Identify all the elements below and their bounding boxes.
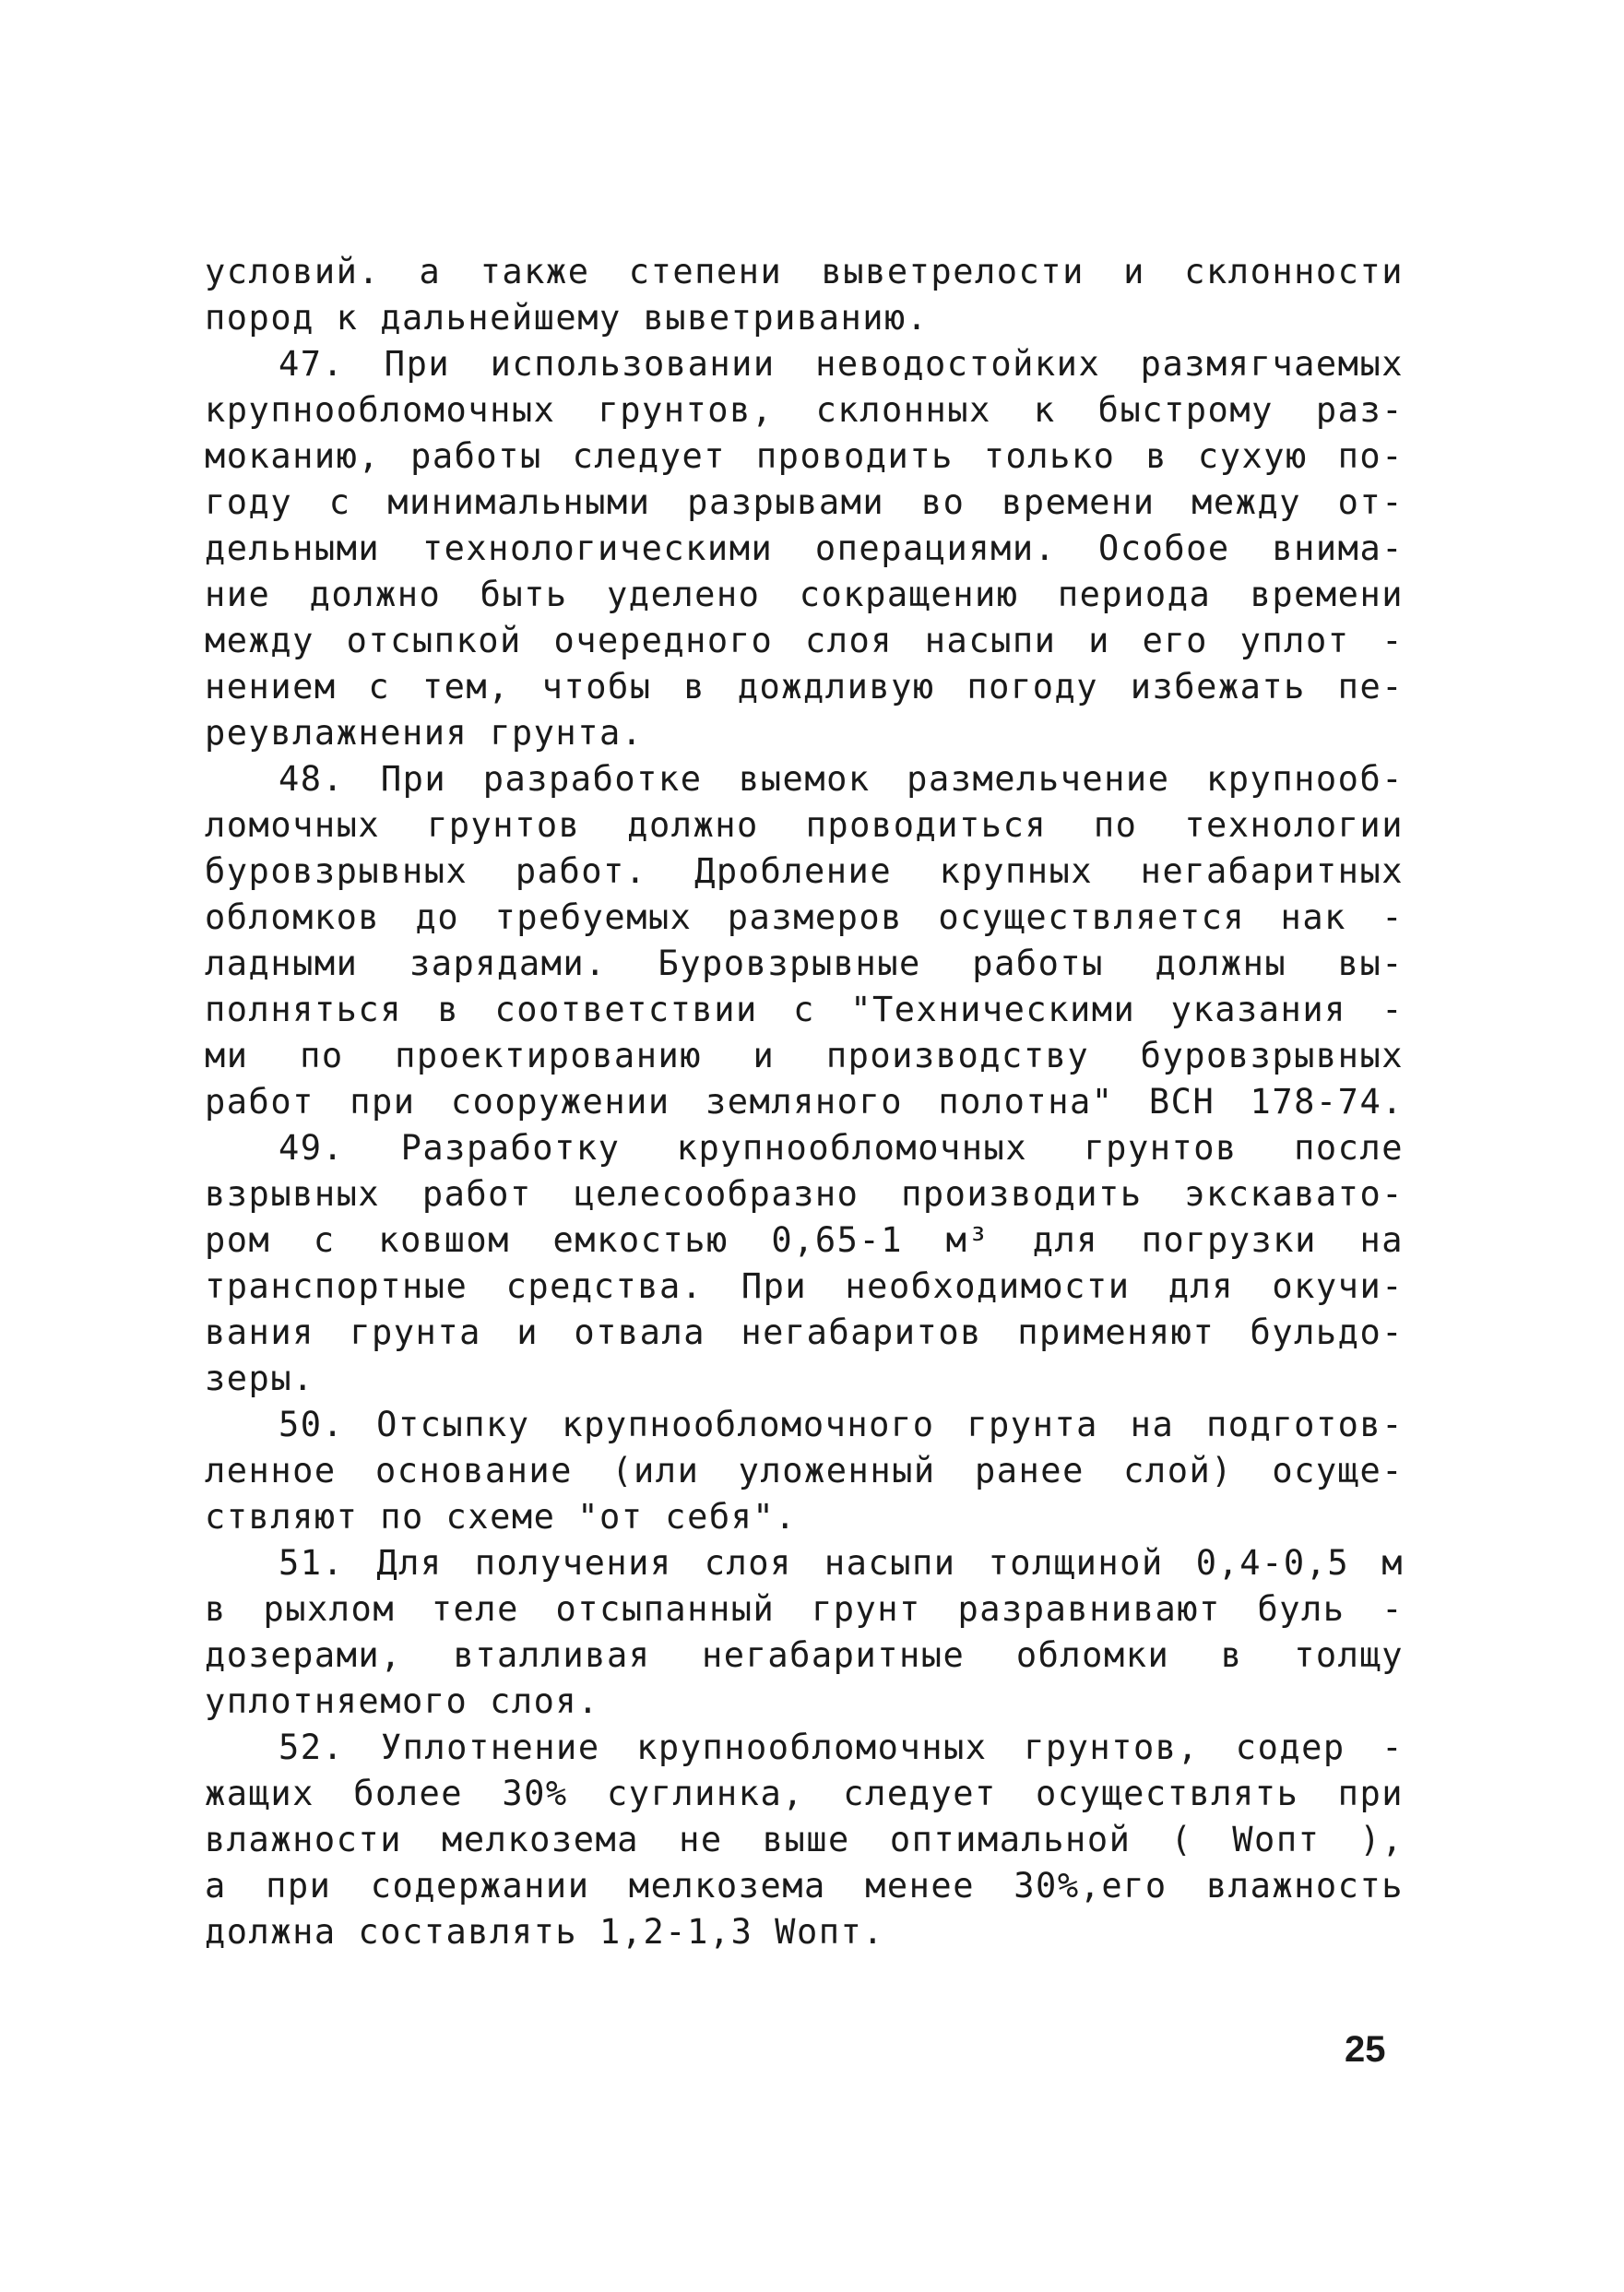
text-line: в рыхлом теле отсыпанный грунт разравнивают буль - [205, 1589, 1404, 1629]
text-line: уплотняемого слоя. [205, 1681, 599, 1721]
text-line: нением с тем, чтобы в дождливую погоду избежать пе- [205, 667, 1404, 707]
text-line: 51. Для получения слоя насыпи толщиной 0,4-0,5 м [279, 1543, 1404, 1583]
text-line: условий. а также степени выветрелости и склонности [205, 252, 1404, 291]
text-line: 48. При разработке выемок размельчение крупнооб- [279, 759, 1404, 799]
text-line: крупнообломочных грунтов, склонных к быстрому раз- [205, 390, 1404, 430]
text-line: а при содержании мелкозема менее 30%,его влажность [205, 1866, 1404, 1906]
text-line: 50. Отсыпку крупнообломочного грунта на подготов- [279, 1405, 1404, 1444]
text-line: вания грунта и отвала негабаритов применяют бульдо- [205, 1312, 1404, 1352]
text-line: ствляют по схеме "от себя". [205, 1497, 797, 1537]
body-text [205, 249, 1404, 1955]
text-line: ми по проектированию и производству буровзрывных [205, 1036, 1404, 1075]
text-line: транспортные средства. При необходимости для окучи- [205, 1266, 1404, 1306]
text-line: ние должно быть уделено сокращению периода времени [205, 575, 1404, 614]
text-line: дельными технологическими операциями. Особое внима- [205, 528, 1404, 568]
text-line: зеры. [205, 1359, 314, 1398]
text-line: ленное основание (или уложенный ранее слой) осуще- [205, 1451, 1404, 1490]
text-line: 47. При использовании неводостойких размягчаемых [279, 344, 1404, 384]
text-line: полняться в соответствии с "Техническими указания - [205, 990, 1404, 1029]
text-line: реувлажнения грунта. [205, 713, 644, 753]
text-line: 52. Уплотнение крупнообломочных грунтов, содер - [279, 1728, 1404, 1767]
text-line: году с минимальными разрывами во времени между от- [205, 482, 1404, 522]
text-line: дозерами, вталливая негабаритные обломки в толщу [205, 1635, 1404, 1675]
page-number: 25 [1345, 2029, 1386, 2070]
text-line: работ при сооружении земляного полотна" ВСН 178-74. [205, 1082, 1404, 1122]
text-line: между отсыпкой очередного слоя насыпи и его уплот - [205, 621, 1404, 660]
text-line: ром с ковшом емкостью 0,65-1 м³ для погрузки на [205, 1220, 1404, 1260]
text-line: жащих более 30% суглинка, следует осуществлять при [205, 1774, 1404, 1813]
text-line: должна составлять 1,2-1,3 Wопт. [205, 1912, 885, 1952]
text-line: обломков до требуемых размеров осуществляется нак - [205, 897, 1404, 937]
text-line: ладными зарядами. Буровзрывные работы должны вы- [205, 944, 1404, 983]
text-line: буровзрывных работ. Дробление крупных негабаритных [205, 851, 1404, 891]
text-line: 49. Разработку крупнообломочных грунтов после [279, 1128, 1404, 1168]
text-line: ломочных грунтов должно проводиться по технологии [205, 805, 1404, 845]
text-line: влажности мелкозема не выше оптимальной ( Wопт ), [205, 1820, 1404, 1859]
text-line: взрывных работ целесообразно производить экскавато- [205, 1174, 1404, 1214]
text-line: моканию, работы следует проводить только в сухую по- [205, 436, 1404, 476]
text-line: пород к дальнейшему выветриванию. [205, 298, 929, 338]
